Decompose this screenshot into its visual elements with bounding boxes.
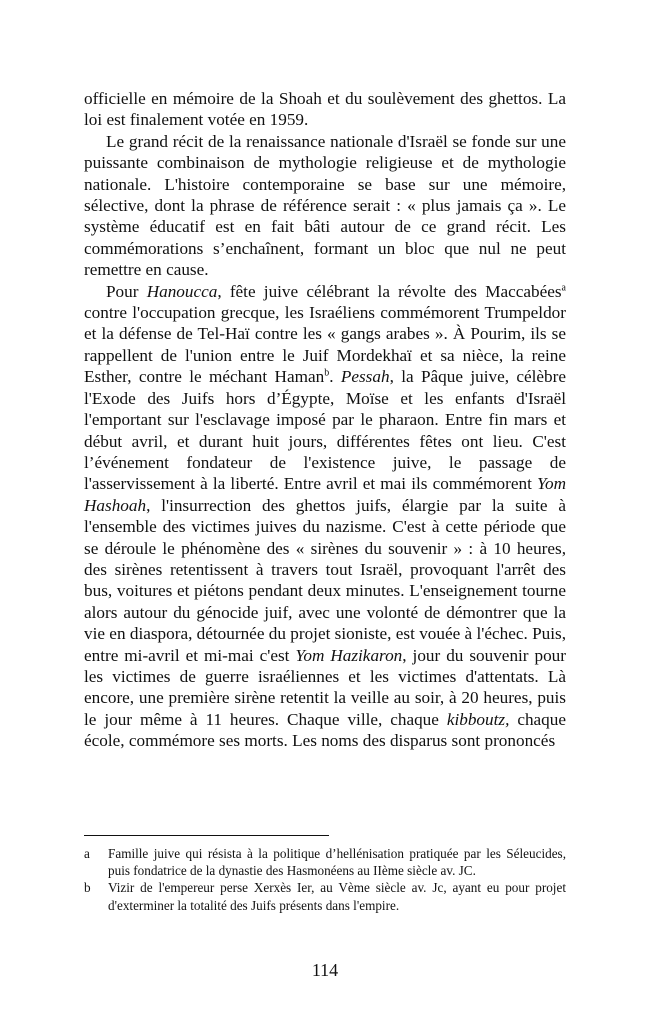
italic-term-yom-hashoah: Yom Hashoah	[84, 474, 566, 515]
italic-term-hanoucca: Hanoucca	[146, 281, 218, 301]
footnote-a	[84, 845, 566, 879]
text-run: chaque école, commémore ses morts. Les noms des disparus sont prononcés	[84, 709, 566, 751]
page-body	[84, 88, 566, 752]
text-run: , jour du souvenir pour les victimes de guerre israéliennes et les victimes d'attentats. Là encore, une première sirène retentit la veille au soir, à 20 heures, puis le jour même à 11 heures. Chaque ville, chaque	[84, 645, 566, 729]
footnote-text: Vizir de l'empereur perse Xerxès Ier, au Vème siècle av. Jc, ayant eu pour projet d'exterminer la totalité des Juifs présents dans l'empire.	[108, 880, 566, 913]
footnote-separator	[84, 835, 329, 836]
footnote-ref-b[interactable]: b	[324, 367, 330, 379]
footnote-text: Famille juive qui résista à la politique d’hellénisation pratiquée par les Séleucides, puis fondatrice de la dynastie des Hasmonéens au IIème siècle av. JC.	[108, 846, 566, 879]
main-text	[84, 88, 566, 752]
italic-term-kibboutz: kibboutz,	[446, 709, 510, 729]
page-number: 114	[311, 960, 339, 980]
text-run: contre l'occupation grecque, les Israéliens commémorent Trumpeldor et la défense de Tel-Haï contre les « gangs arabes ». À Pourim, ils se rappellent de l'union entre le Juif Mordekhaï et sa nièce, la reine Esther, contre le méchant Haman	[84, 303, 566, 387]
italic-term-yom-hazikaron: Yom Hazikaron	[295, 645, 403, 665]
footnote-mark: a	[84, 846, 90, 861]
footnote-ref-a[interactable]: a	[561, 281, 566, 293]
text-run: .	[329, 367, 341, 387]
paragraph-3	[84, 281, 566, 752]
italic-term-pessah: Pessah	[340, 367, 390, 387]
paragraph-1: officielle en mémoire de la Shoah et du soulèvement des ghettos. La loi est finalement votée en 1959.	[84, 89, 566, 130]
footnote-mark: b	[84, 880, 91, 896]
text-run: , la Pâque juive, célèbre l'Exode des Juifs hors d’Égypte, Moïse et les enfants d'Israël l'emportant sur l'esclavage imposé par le pharaon. Entre fin mars et début avril, et durant huit jours, différentes fêtes ont lieu. C'est l’événement fondateur de l'existence juive, le passage de l'asservissement à la liberté. Entre avril et mai ils commémorent	[84, 367, 567, 494]
paragraph-2: Le grand récit de la renaissance nationale d'Israël se fonde sur une puissante combinaison de mythologie religieuse et de mythologie nationale. L'histoire contemporaine se base sur une mémoire, sélective, dont la phrase de référence serait : « plus jamais ça ». Le système éducatif est en fait bâti autour de ce grand récit. Les commémorations s’enchaînent, formant un bloc que nul ne peut remettre en cause.	[84, 131, 566, 280]
footnotes	[84, 845, 566, 914]
text-run: Pour	[106, 281, 147, 301]
footnote-b	[84, 879, 566, 913]
text-run: , fête juive célébrant la révolte des Maccabées	[217, 281, 562, 301]
text-run: , l'insurrection des ghettos juifs, élargie par la suite à l'ensemble des victimes juives du nazisme. C'est à cette période que se déroule le phénomène des « sirènes du souvenir » : à 10 heures, des sirènes retentissent à travers tout Israël, provoquant l'arrêt des bus, voitures et piétons pendant deux minutes. L'enseignement tourne alors autour du génocide juif, avec une volonté de démontrer que la vie en diaspora, détournée du projet sioniste, est vouée à l'échec. Puis, entre mi-avril et mi-mai c'est	[84, 495, 566, 665]
